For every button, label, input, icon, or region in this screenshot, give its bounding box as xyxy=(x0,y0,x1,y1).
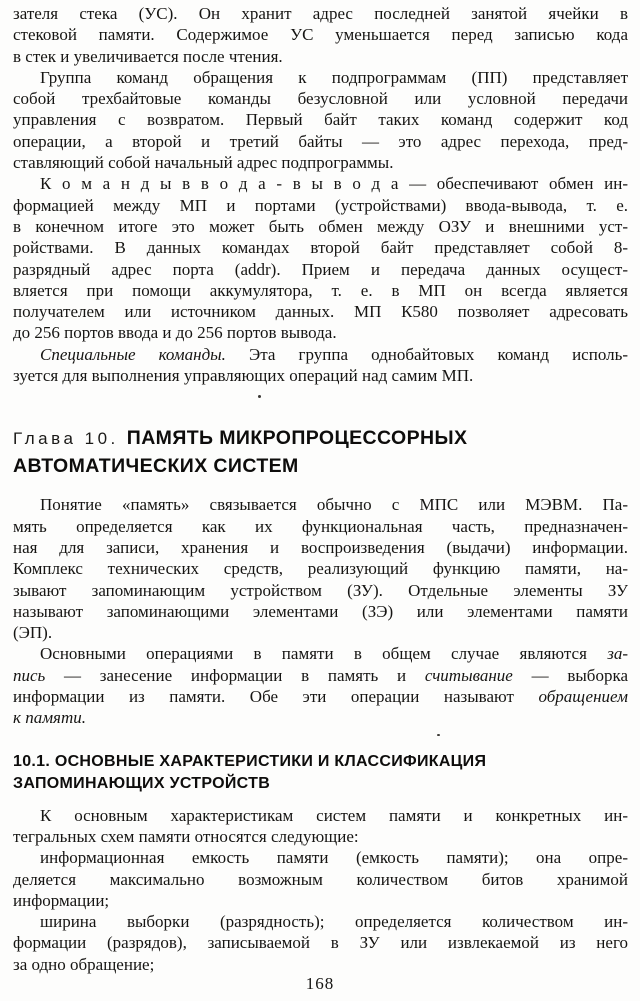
scan-speck xyxy=(258,395,261,398)
chapter-title: ПАМЯТЬ МИКРОПРОЦЕССОРНЫХ xyxy=(126,427,468,450)
text-line: ширина выборки (разрядность); определяется количеством ин- xyxy=(40,912,628,932)
text-line: зывают запоминающим устройством (ЗУ). Отдельные элементы ЗУ xyxy=(13,580,628,600)
text-line: деляется максимально возможным количеством битов хранимой xyxy=(13,869,628,889)
text-line: собой трехбайтовые команды безусловной или условной передачи xyxy=(13,89,628,109)
paragraph-special-commands xyxy=(13,344,628,387)
paragraph-capacity-item xyxy=(13,847,628,911)
chapter-heading xyxy=(13,425,628,481)
text-line: в конечном итоге это может быть обмен между ОЗУ и внешними уст- xyxy=(13,216,628,236)
text-line: управления с возвратом. Первый байт таких команд содержит код xyxy=(13,110,628,130)
section-heading-line: 10.1. ОСНОВНЫЕ ХАРАКТЕРИСТИКИ И КЛАССИФИКАЦИЯ xyxy=(13,752,487,770)
text-line: пись — занесение информации в память и считывание — выборка xyxy=(13,665,628,685)
text-line: тегральных схем памяти относятся следующие: xyxy=(13,826,359,846)
text-line: ройствами. В данных командах второй байт представляет собой 8- xyxy=(13,238,628,258)
section-heading xyxy=(13,751,628,796)
page-number: 168 xyxy=(305,974,335,993)
text-line: формацией между МП и портами (устройствами) ввода-вывода, т. е. xyxy=(13,195,628,215)
text-line: зуется для выполнения управляющих операций над самим МП. xyxy=(13,366,474,386)
text-line: в стек и увеличивается после чтения. xyxy=(13,46,283,66)
text-line: за одно обращение; xyxy=(13,954,155,974)
text-line: получателем или источником данных. МП К580 позволяет адресовать xyxy=(13,302,628,322)
text-line: К о м а н д ы в в о д а - в ы в о д а — обеспечивают обмен ин- xyxy=(40,174,628,194)
text-line: до 256 портов ввода и до 256 портов вывода. xyxy=(13,323,337,343)
text-line: информации из памяти. Обе эти операции называют обращением xyxy=(13,687,628,707)
text-line: Основными операциями в памяти в общем случае являются за- xyxy=(40,644,628,664)
text-line: Специальные команды. Эта группа однобайтовых команд исполь- xyxy=(40,344,628,364)
page-content xyxy=(13,3,628,975)
chapter-heading-line xyxy=(13,453,628,481)
paragraph-io-commands xyxy=(13,173,628,343)
text-line: ставляющий собой начальный адрес подпрограммы. xyxy=(13,153,394,173)
text-line: называют запоминающими элементами (ЗЭ) или элементами памяти xyxy=(13,601,628,621)
text-line: Комплекс технических средств, реализующий функцию памяти, на- xyxy=(13,559,628,579)
text-line: Понятие «память» связывается обычно с МПС или МЭВМ. Па- xyxy=(40,495,628,515)
text-line: операции, а второй и третий байты — это адрес перехода, пред- xyxy=(13,131,628,151)
text-line: Группа команд обращения к подпрограммам (ПП) представляет xyxy=(40,67,628,87)
paragraph-stack-pointer xyxy=(13,3,628,67)
text-line: разрядный адрес порта (addr). Прием и передача данных осущест- xyxy=(13,259,628,279)
paragraph-memory-operations xyxy=(13,643,628,728)
text-line: к памяти. xyxy=(13,708,86,728)
text-line: (ЭП). xyxy=(13,623,53,643)
text-line: стековой памяти. Содержимое УС уменьшается перед записью кода xyxy=(13,25,628,45)
paragraph-width-item xyxy=(13,911,628,975)
paragraph-memory-definition xyxy=(13,494,628,643)
text-line: ная для записи, хранения и воспроизведения (выдачи) информации. xyxy=(13,537,628,557)
text-line: вляется при помощи аккумулятора, т. е. в МП он всегда является xyxy=(13,280,628,300)
chapter-label: Глава 10. xyxy=(13,429,119,449)
paragraph-subroutine-commands xyxy=(13,67,628,173)
chapter-title: АВТОМАТИЧЕСКИХ СИСТЕМ xyxy=(13,455,299,478)
text-line: информационная емкость памяти (емкость памяти); она опре- xyxy=(40,848,628,868)
text-line: формации (разрядов), записываемой в ЗУ или извлекаемой из него xyxy=(13,933,628,953)
section-heading-line: ЗАПОМИНАЮЩИХ УСТРОЙСТВ xyxy=(13,775,271,793)
text-line: зателя стека (УС). Он хранит адрес последней занятой ячейки в xyxy=(13,4,628,23)
scan-speck xyxy=(437,734,440,736)
chapter-heading-line xyxy=(13,425,628,453)
paragraph-characteristics-intro xyxy=(13,805,628,848)
text-line: информации; xyxy=(13,890,110,910)
text-line: мять определяется как их функциональная часть, предназначен- xyxy=(13,516,628,536)
text-line: К основным характеристикам систем памяти и конкретных ин- xyxy=(40,805,628,825)
